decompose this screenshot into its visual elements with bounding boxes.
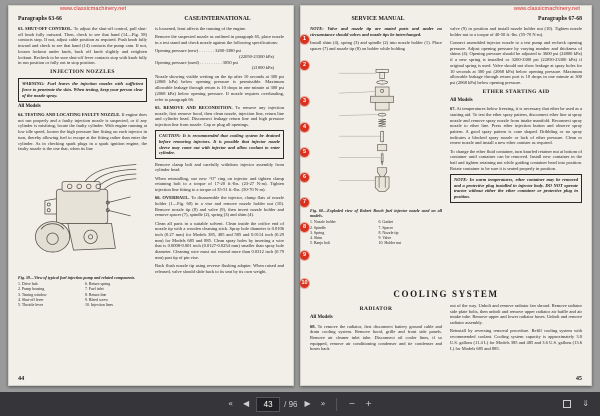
service-manual-label: SERVICE MANUAL [351,16,405,22]
spec-opening-pressure-new-metric: (22050-23300 kPa) [239,54,274,59]
fig60-legend [310,220,442,246]
section-heading-cooling-system: COOLING SYSTEM [393,289,499,299]
all-models-heading-3: All Models [310,315,333,321]
recheck-pressure-paragraph [450,40,582,86]
mated-parts-note-text: NOTE: Valve and nozzle tip are mated parts and under no circumstance should valves and nozzle tips be interchanged. [310,26,442,37]
recheck-pressure-text: Connect assembled injector nozzle to a test pump and recheck opening pressure. Adjust opening pressure by varying number and thickness of shims (4). Opening pressure should be adjusted to 3600 psi (24800 kPa) if a new spring is installed or 3200-3380 psi (22050-23300 kPa) if original spring is used. Valve should not show leakage at spray holes for 10 seconds at 300 psi (2068 kPa) below opening pressure. Maximum allowable leakage through return port is 10 drops in one minute at 300 psi (2068 kPa) below opening pressure. [450,40,582,85]
holder-nut-continuation-text: valve (9) in position and install nozzle holder nut (10). Tighten nozzle holder nut to a torque of 40-50 ft.-lbs. (55-70 N·m). [450,26,582,37]
legend-item: 2. Spindle [310,225,326,230]
clamp-bolt-text: Remove clamp bolt and carefully withdraw injector assembly from cylinder head. [155,161,284,173]
paragraph-range-label: Paragraphs 63-66 [18,16,62,22]
toolbar-right-group [563,396,592,412]
paragraph-range-label-right: Paragraphs 67-68 [538,16,582,22]
figure-callout-marker-4: 4 [300,123,309,132]
fig60-injector-exploded-illustration [333,54,419,206]
paragraph-68-text: To remove the radiator, first disconnect battery ground cable and drain cooling system. Remove hood, grille and front side panels. Remove air cleaner inlet tube. Disconnect oil cooler lines, if so equipped, remove air conditioning condenser and tie condenser and hoses back [310,323,442,352]
caution-box: CAUTION: It is recommended that cooling system be drained before removing injectors. It is possible that injector nozzle sleeve may come out with injector and allow coolant to enter cylinder. [155,130,284,159]
fullscreen-icon[interactable] [563,400,571,408]
back-flush-paragraph [155,263,284,274]
left-page-columns [18,26,284,308]
manual-page-left [8,5,294,386]
spec-opening-pressure-used: Opening pressure (used) . . . . . . . . . . 3050 psi [155,59,238,65]
legend-item: 3. Timing window [18,292,47,297]
legend-item: 6. Return spring [85,282,111,287]
figure-callout-marker-10: 10 [301,280,308,286]
zoom-out-button[interactable]: − [346,396,359,412]
paragraph-66-text: To disassemble the injector, clamp flats of nozzle holder (1—Fig. 60) in a vise and remove nozzle holder nut (10). Remove nozzle tip (8) and valve (9), then invert nozzle holder and remove spacer (7), spindle (2), spring (3) and shim (4). [155,195,284,218]
legend-item: 9. Valve [378,236,392,241]
reinstall-torque-text: When reinstalling, use new “O” ring on injector and tighten clamp retaining bolt to a torque of 17-20 ft.-lbs. (23-27 N·m). Tighten injection line fitting to a torque of 35-51 ft.-lbs. (50-70 N·m). [155,175,284,192]
fig60-legend-column-1 [310,220,374,246]
paragraph-66 [155,195,284,218]
paragraph-64-continuation [155,26,284,32]
right-page-column-2 [450,26,582,284]
spec-opening-pressure-new: Opening pressure (new) . . . . . . . 3200-3380 psi [155,48,241,54]
last-page-button[interactable]: » [318,396,329,412]
legend-item: 7. Fuel inlet [85,287,104,292]
ether-container-paragraph [450,149,582,172]
toolbar-divider-1 [337,398,338,411]
left-page-column-2 [155,26,284,308]
legend-item: 2. Pump housing [18,287,45,292]
cleaning-paragraph [155,221,284,261]
right-page-column-1-bottom [310,303,442,355]
paragraph-63-number: 63. SHUT-OFF CONTROL. [18,26,73,31]
right-page-bottom-columns [310,303,582,355]
running-head-left-page [18,16,284,22]
paragraph-63 [18,26,147,66]
legend-item: 3. Spring [310,230,325,235]
paragraph-64-continuation-text: is loosened, least affects the running of the engine. [155,26,247,31]
page-navigation-group [225,396,375,412]
holder-nut-continuation [450,26,582,37]
right-page-column-2-bottom [450,303,582,355]
figure-callout-marker-6: 6 [300,173,309,182]
section-heading-ether-starting-aid: ETHER STARTING AID [482,88,550,95]
running-head-right-page [310,16,582,22]
spec-opening-pressure-used-metric: (21000 kPa) [251,65,274,71]
all-models-heading-1: All Models [18,104,41,110]
left-page-column-1 [18,26,147,308]
first-page-button[interactable]: « [225,396,236,412]
figure-callout-marker-5: 5 [300,148,309,157]
paragraph-67-text: At temperatures below freezing, it is necessary that ether be used as a starting aid. To test the ether spray pattern, disconnect ether line at spray nozzle and remove spray nozzle from intake manifold. Reconnect spray nozzle to ether line. Press ether injection button and observe spray pattern. A good spray pattern is cone shaped. Dribbling or no spray indicates a blocked spray nozzle or lack of ether pressure. Clean or renew nozzle and install a new ether canister as required. [450,106,582,146]
manual-title-label: CASE/INTERNATIONAL [184,16,251,22]
ether-note-box: NOTE: In warm temperatures, ether container may be removed and a protective plug installed in injector body. DO NOT operate tractor without either the ether container or protective plug in position. [450,174,582,203]
legend-item: 1. Nozzle holder [310,220,336,225]
fig59-pump-illustration [24,155,142,273]
figure-callout-marker-7: 7 [300,198,309,207]
legend-item: 4. Shim [310,236,323,241]
refill-capacity-text: Reinstall by reversing removal procedure. Refill cooling system with recommended coolant. Cooling system capacity is approximately 3.0 U.S. gallons (11.4 L) for Models 385 and 485 and 3.6 U.S. gallons (13.6 L) for Models 685 and 885. [450,328,582,351]
legend-item: 10. Injection lines [85,303,113,308]
figure-callout-marker-9: 9 [300,251,309,260]
paragraph-64-text: If engine does not run properly and a faulty injection nozzle is suspected, or if any cylinder is misfiring, locate the faulty cylinder. With engine running at low idle speed, loosen the high pressure line fitting on each injector in turn, thereby allowing fuel to escape at the fitting rather than enter the cylinder. As in checking spark plugs in a spark ignition engine, the faulty nozzle is the one that, when its line [18,112,148,152]
legend-item: 6. Gasket [378,220,394,225]
download-icon[interactable]: ⇓ [579,396,592,412]
paragraph-65-text: To remove any injection nozzle, first remove hood, then clean nozzle, injection line, return line and cylinder head. Disconnect leakage return line and high pressure injection line from nozzle. Cap or plug all openings. [155,104,285,127]
install-shim-text: Install shim (4), spring (3) and spindle (2) into nozzle holder (1). Place spacer (7) and nozzle tip (8) on holder while holding [310,40,442,51]
paragraph-65 [155,105,284,128]
viewer-toolbar [0,392,600,416]
fig59-legend [18,282,147,308]
test-stand-paragraph [155,34,284,45]
ether-container-text: To change the ether fluid container, turn knurled retainer nut at bottom of container until container can be removed. Install new container in the bail and tighten retaining nut while guiding container head into position. Rotate container to be sure it is seated properly in position. [450,148,582,171]
legend-item: 5. Throttle lever [18,303,44,308]
paragraph-63-text: To adjust the shut-off control, pull shut-off knob fully outward. Then, check to see that hand (14—Fig. 58) contacts stop. If not, adjust cable position as required. Push knob fully inward and check to see that hand (14) contacts the pump cam. If not, loosen locknut under knob, back off knob slightly and retighten locknut. Recheck to be sure shut-off lever contacts stop with knob fully in run position or fully out in stop position. [18,26,148,66]
fig59-legend-column-1 [18,282,80,308]
legend-item: 8. Nozzle tip [378,230,399,235]
pressure-specifications [155,48,284,71]
page-number-45: 45 [575,375,582,382]
radiator-removal-continuation [450,303,582,326]
fig60-caption: Fig. 60—Exploded view of Robert Bosch fuel injector nozzle used on all models. [310,208,442,219]
right-page-top-columns [310,26,582,284]
leakage-text: Nozzle showing visible wetting on the tip after 10 seconds at 300 psi (2068 kPa) below opening pressure is permissible. Maximum allowable leakage through return is 10 drops in one minute at 300 psi (2068 kPa) below opening pressure. If nozzle requires overhauling, refer to paragraph 66. [155,73,284,102]
figure-callout-marker-8: 8 [300,223,309,232]
clamp-bolt-paragraph [155,162,284,173]
legend-item: 7. Spacer [378,225,393,230]
test-stand-text: Remove the suspected nozzle as outlined in paragraph 65, place nozzle in a test stand and check nozzle against the following specifications: [155,34,284,45]
paragraph-68-number: 68. [310,323,316,329]
legend-item: 8. Return line [85,292,107,297]
page-number-44: 44 [18,375,25,382]
figure-callout-marker-2: 2 [300,61,309,70]
fig59-caption: Fig. 59—View of typical fuel injection pump and related components. [18,274,136,280]
watermark-text-left: www.classicmachinery.net [60,6,127,12]
legend-item: 9. Bleed screw [85,297,109,302]
mated-parts-note [310,26,442,37]
figure-callout-marker-1: 1 [300,35,309,44]
leakage-paragraph [155,74,284,103]
section-heading-injection-nozzles: INJECTION NOZZLES [50,68,115,75]
watermark-text-right: www.classicmachinery.net [513,6,580,12]
legend-item: 1. Drive hub [18,282,38,287]
paragraph-66-number: 66. OVERHAUL. [155,195,190,201]
fig59-legend-column-2 [85,282,147,308]
manual-page-right [300,5,592,386]
next-page-button[interactable]: ▶ [301,396,313,412]
back-flush-text: Back flush nozzle tip using reverse flushing adapter. When raised and released, valve should slide back to its seat by its own weight. [155,263,284,274]
zoom-in-button[interactable]: + [362,396,375,412]
paragraph-67 [450,106,582,146]
legend-item: 10. Holder nut [378,241,402,246]
figure-callout-marker-3: 3 [300,97,309,106]
paragraph-65-number: 65. REMOVE AND RECONDITION. [155,104,233,110]
legend-item: 4. Shut-off lever [18,297,44,302]
refill-capacity-paragraph [450,328,582,351]
section-heading-radiator: RADIATOR [359,306,393,312]
fig60-legend-column-2 [379,220,443,246]
paragraph-64-number: 64. TESTING AND LOCATING FAULTY NOZZLE. [18,112,121,118]
previous-page-button[interactable]: ◀ [240,396,252,412]
reinstall-torque-paragraph [155,176,284,193]
paragraph-68 [310,324,442,353]
warning-box: WARNING: Fuel leaves the injection nozzles with sufficient force to penetrate the skin. When testing, keep your person clear of the nozzle spray. [18,78,147,101]
right-page-column-1 [310,26,442,284]
install-shim-paragraph [310,40,442,51]
paragraph-67-number: 67. [450,106,456,112]
page-number-input[interactable]: 43 [256,397,280,412]
paragraph-64 [18,112,147,152]
cleaning-text: Clean all parts in a suitable solvent. Clean inside the orifice end of nozzle tip with a wooden cleaning stick. Spray hole diameter is 0.0106 inch (0.27 mm) for Models 385, 485 and 585 and 0.0114 inch (0.29 mm) for Models 685 and 885. Clean spray holes by inserting a wire that is 0.0008-0.001 inch (0.0127-0.0254 mm) smaller than spray hole diameter. Cleaning wire must not extend more than 0.0312 inch (0.79 mm) past tip of pin vise. [155,220,284,260]
legend-item: 5. Banjo bolt [310,241,331,246]
all-models-heading-2: All Models [450,98,473,104]
page-count-label: / 96 [284,399,298,409]
radiator-removal-continuation-text: out of the way. Unbolt and remove radiator fan shroud. Remove radiator side plate bolts, then unbolt and remove upper radiator air baffle and air intake tube. Remove upper and lower radiator hoses. Unbolt and remove radiator assembly. [450,303,582,326]
